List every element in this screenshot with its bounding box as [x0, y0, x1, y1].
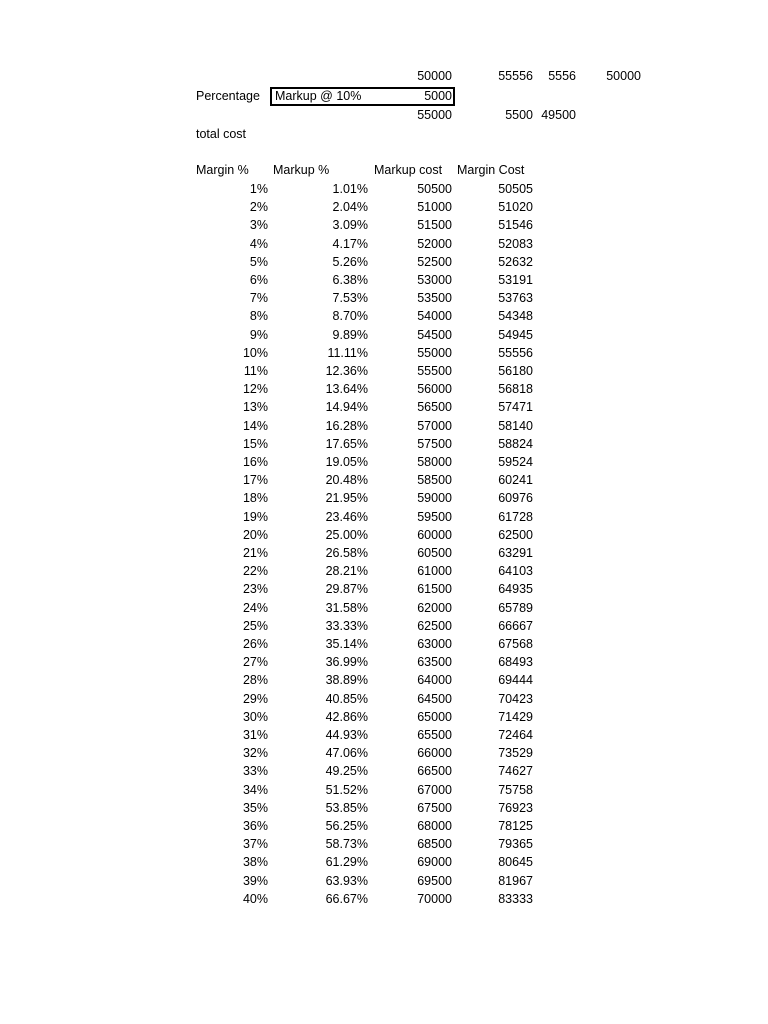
cell-margin-cost: 62500 [498, 528, 533, 542]
cell-markup-cost: 62500 [417, 619, 452, 633]
cell-margin-cost: 66667 [498, 619, 533, 633]
cell-markup-pct: 8.70% [332, 309, 368, 323]
cell-margin-cost: 52632 [498, 255, 533, 269]
cell-markup-cost: 59000 [417, 491, 452, 505]
cell-margin-cost: 54348 [498, 309, 533, 323]
cell-margin-pct: 20% [242, 528, 268, 542]
header-markup-pct: Markup % [273, 163, 330, 177]
markup-label: Markup @ 10% [275, 89, 362, 103]
cell-margin-pct: 6% [249, 273, 268, 287]
cell-markup-cost: 63000 [417, 637, 452, 651]
cell-markup-cost: 55000 [417, 346, 452, 360]
cell-margin-cost: 70423 [498, 692, 533, 706]
cell-markup-cost: 60000 [417, 528, 452, 542]
cell-markup-pct: 58.73% [325, 837, 368, 851]
cell-margin-cost: 54945 [498, 328, 533, 342]
cell-markup-cost: 62000 [417, 601, 452, 615]
top-r1-c1: 50000 [417, 69, 452, 83]
cell-markup-cost: 52000 [417, 237, 452, 251]
cell-markup-pct: 20.48% [325, 473, 368, 487]
cell-markup-pct: 63.93% [325, 874, 368, 888]
cell-markup-cost: 70000 [417, 892, 452, 906]
cell-markup-cost: 59500 [417, 510, 452, 524]
cell-margin-pct: 4% [249, 237, 268, 251]
cell-margin-pct: 7% [249, 291, 268, 305]
cell-margin-pct: 16% [242, 455, 268, 469]
cell-margin-cost: 80645 [498, 855, 533, 869]
cell-markup-pct: 38.89% [325, 673, 368, 687]
cell-margin-pct: 25% [242, 619, 268, 633]
cell-margin-cost: 74627 [498, 764, 533, 778]
cell-margin-pct: 38% [242, 855, 268, 869]
cell-markup-pct: 3.09% [332, 218, 368, 232]
cell-margin-cost: 79365 [498, 837, 533, 851]
cell-margin-pct: 19% [242, 510, 268, 524]
cell-margin-pct: 27% [242, 655, 268, 669]
cell-margin-cost: 51020 [498, 200, 533, 214]
cell-margin-cost: 71429 [498, 710, 533, 724]
cell-margin-pct: 37% [242, 837, 268, 851]
cell-margin-cost: 52083 [498, 237, 533, 251]
cell-markup-pct: 12.36% [325, 364, 368, 378]
cell-markup-pct: 6.38% [332, 273, 368, 287]
cell-margin-pct: 9% [249, 328, 268, 342]
cell-markup-pct: 7.53% [332, 291, 368, 305]
cell-markup-pct: 56.25% [325, 819, 368, 833]
cell-margin-cost: 65789 [498, 601, 533, 615]
cell-markup-pct: 29.87% [325, 582, 368, 596]
cell-markup-pct: 19.05% [325, 455, 368, 469]
cell-markup-cost: 61500 [417, 582, 452, 596]
cell-markup-cost: 68000 [417, 819, 452, 833]
cell-markup-cost: 67000 [417, 783, 452, 797]
top-r1-c3: 5556 [548, 69, 576, 83]
cell-markup-pct: 33.33% [325, 619, 368, 633]
cell-markup-pct: 53.85% [325, 801, 368, 815]
cell-markup-cost: 57500 [417, 437, 452, 451]
cell-margin-pct: 34% [242, 783, 268, 797]
cell-margin-cost: 75758 [498, 783, 533, 797]
cell-markup-cost: 53500 [417, 291, 452, 305]
cell-margin-cost: 60976 [498, 491, 533, 505]
cell-margin-pct: 21% [242, 546, 268, 560]
top-r3-c3: 49500 [541, 108, 576, 122]
cell-margin-pct: 28% [242, 673, 268, 687]
cell-markup-pct: 49.25% [325, 764, 368, 778]
cell-margin-pct: 24% [242, 601, 268, 615]
cell-margin-cost: 53763 [498, 291, 533, 305]
cell-margin-pct: 40% [242, 892, 268, 906]
cell-markup-pct: 14.94% [325, 400, 368, 414]
cell-margin-pct: 31% [242, 728, 268, 742]
cell-markup-pct: 11.11% [327, 346, 368, 360]
cell-markup-cost: 66500 [417, 764, 452, 778]
cell-markup-cost: 67500 [417, 801, 452, 815]
cell-margin-cost: 58140 [498, 419, 533, 433]
cell-markup-pct: 1.01% [332, 182, 368, 196]
cell-markup-pct: 35.14% [325, 637, 368, 651]
cell-margin-pct: 12% [242, 382, 268, 396]
cell-margin-pct: 18% [242, 491, 268, 505]
cell-markup-pct: 25.00% [325, 528, 368, 542]
cell-markup-cost: 64000 [417, 673, 452, 687]
cell-margin-pct: 30% [242, 710, 268, 724]
cell-markup-cost: 64500 [417, 692, 452, 706]
cell-markup-cost: 56000 [417, 382, 452, 396]
cell-margin-cost: 81967 [498, 874, 533, 888]
cell-markup-pct: 66.67% [325, 892, 368, 906]
cell-markup-cost: 60500 [417, 546, 452, 560]
cell-margin-pct: 29% [242, 692, 268, 706]
cell-markup-pct: 26.58% [325, 546, 368, 560]
cell-margin-pct: 11% [243, 364, 268, 378]
cell-markup-cost: 50500 [417, 182, 452, 196]
cell-markup-cost: 53000 [417, 273, 452, 287]
percentage-label: Percentage [196, 89, 260, 103]
cell-markup-pct: 9.89% [332, 328, 368, 342]
cell-markup-pct: 51.52% [325, 783, 368, 797]
cell-margin-pct: 8% [249, 309, 268, 323]
cell-margin-pct: 39% [242, 874, 268, 888]
cell-margin-pct: 23% [242, 582, 268, 596]
cell-markup-pct: 17.65% [325, 437, 368, 451]
cell-markup-cost: 55500 [417, 364, 452, 378]
cell-markup-cost: 65500 [417, 728, 452, 742]
top-r3-c2: 5500 [505, 108, 533, 122]
cell-margin-cost: 72464 [498, 728, 533, 742]
cell-margin-pct: 36% [242, 819, 268, 833]
cell-margin-pct: 1% [249, 182, 268, 196]
cell-margin-pct: 5% [249, 255, 268, 269]
cell-markup-pct: 28.21% [325, 564, 368, 578]
cell-margin-cost: 61728 [498, 510, 533, 524]
cell-margin-cost: 53191 [498, 273, 533, 287]
cell-margin-cost: 67568 [498, 637, 533, 651]
cell-margin-pct: 26% [242, 637, 268, 651]
cell-markup-cost: 69500 [417, 874, 452, 888]
cell-markup-pct: 21.95% [325, 491, 368, 505]
cell-margin-cost: 57471 [498, 400, 533, 414]
cell-markup-pct: 16.28% [325, 419, 368, 433]
cell-markup-cost: 57000 [417, 419, 452, 433]
cell-margin-cost: 60241 [498, 473, 533, 487]
cell-margin-pct: 2% [249, 200, 268, 214]
cell-markup-cost: 51000 [417, 200, 452, 214]
cell-markup-pct: 31.58% [325, 601, 368, 615]
cell-margin-cost: 73529 [498, 746, 533, 760]
cell-markup-cost: 54000 [417, 309, 452, 323]
cell-margin-cost: 59524 [498, 455, 533, 469]
cell-margin-pct: 17% [242, 473, 268, 487]
cell-markup-cost: 58500 [417, 473, 452, 487]
cell-markup-pct: 23.46% [325, 510, 368, 524]
cell-markup-cost: 52500 [417, 255, 452, 269]
header-margin-cost: Margin Cost [457, 163, 525, 177]
cell-markup-cost: 63500 [417, 655, 452, 669]
cell-markup-pct: 5.26% [332, 255, 368, 269]
cell-markup-cost: 65000 [417, 710, 452, 724]
cell-margin-cost: 64103 [498, 564, 533, 578]
cell-margin-cost: 83333 [498, 892, 533, 906]
total-cost-label: total cost [196, 127, 247, 141]
cell-margin-cost: 68493 [498, 655, 533, 669]
cell-margin-pct: 3% [249, 218, 268, 232]
cell-markup-cost: 69000 [417, 855, 452, 869]
top-r1-c4: 50000 [606, 69, 641, 83]
cell-markup-cost: 68500 [417, 837, 452, 851]
cell-margin-pct: 14% [242, 419, 268, 433]
cell-markup-cost: 54500 [417, 328, 452, 342]
cell-margin-cost: 58824 [498, 437, 533, 451]
cell-margin-pct: 10% [242, 346, 268, 360]
cell-markup-pct: 4.17% [332, 237, 368, 251]
cell-markup-pct: 40.85% [325, 692, 368, 706]
header-margin-pct: Margin % [196, 163, 249, 177]
cell-margin-pct: 15% [242, 437, 268, 451]
cell-markup-cost: 61000 [417, 564, 452, 578]
top-r3-c1: 55000 [417, 108, 452, 122]
cell-margin-cost: 55556 [498, 346, 533, 360]
cell-margin-pct: 13% [242, 400, 268, 414]
cell-margin-pct: 33% [242, 764, 268, 778]
cell-margin-cost: 56180 [498, 364, 533, 378]
cell-margin-cost: 56818 [498, 382, 533, 396]
cell-margin-cost: 64935 [498, 582, 533, 596]
cell-markup-pct: 44.93% [325, 728, 368, 742]
cell-markup-pct: 42.86% [325, 710, 368, 724]
header-markup-cost: Markup cost [374, 163, 443, 177]
top-r1-c2: 55556 [498, 69, 533, 83]
cell-margin-cost: 69444 [498, 673, 533, 687]
cell-margin-cost: 76923 [498, 801, 533, 815]
cell-margin-cost: 78125 [498, 819, 533, 833]
cell-margin-cost: 50505 [498, 182, 533, 196]
cell-markup-pct: 36.99% [325, 655, 368, 669]
cell-markup-pct: 47.06% [325, 746, 368, 760]
cell-markup-cost: 58000 [417, 455, 452, 469]
cell-markup-cost: 56500 [417, 400, 452, 414]
cell-margin-pct: 22% [242, 564, 268, 578]
cell-markup-pct: 61.29% [325, 855, 368, 869]
markup-value: 5000 [424, 89, 452, 103]
cell-markup-pct: 13.64% [325, 382, 368, 396]
cell-markup-cost: 66000 [417, 746, 452, 760]
cell-margin-cost: 63291 [498, 546, 533, 560]
cell-markup-cost: 51500 [417, 218, 452, 232]
cell-markup-pct: 2.04% [332, 200, 368, 214]
cell-margin-cost: 51546 [498, 218, 533, 232]
cell-margin-pct: 35% [242, 801, 268, 815]
cell-margin-pct: 32% [242, 746, 268, 760]
